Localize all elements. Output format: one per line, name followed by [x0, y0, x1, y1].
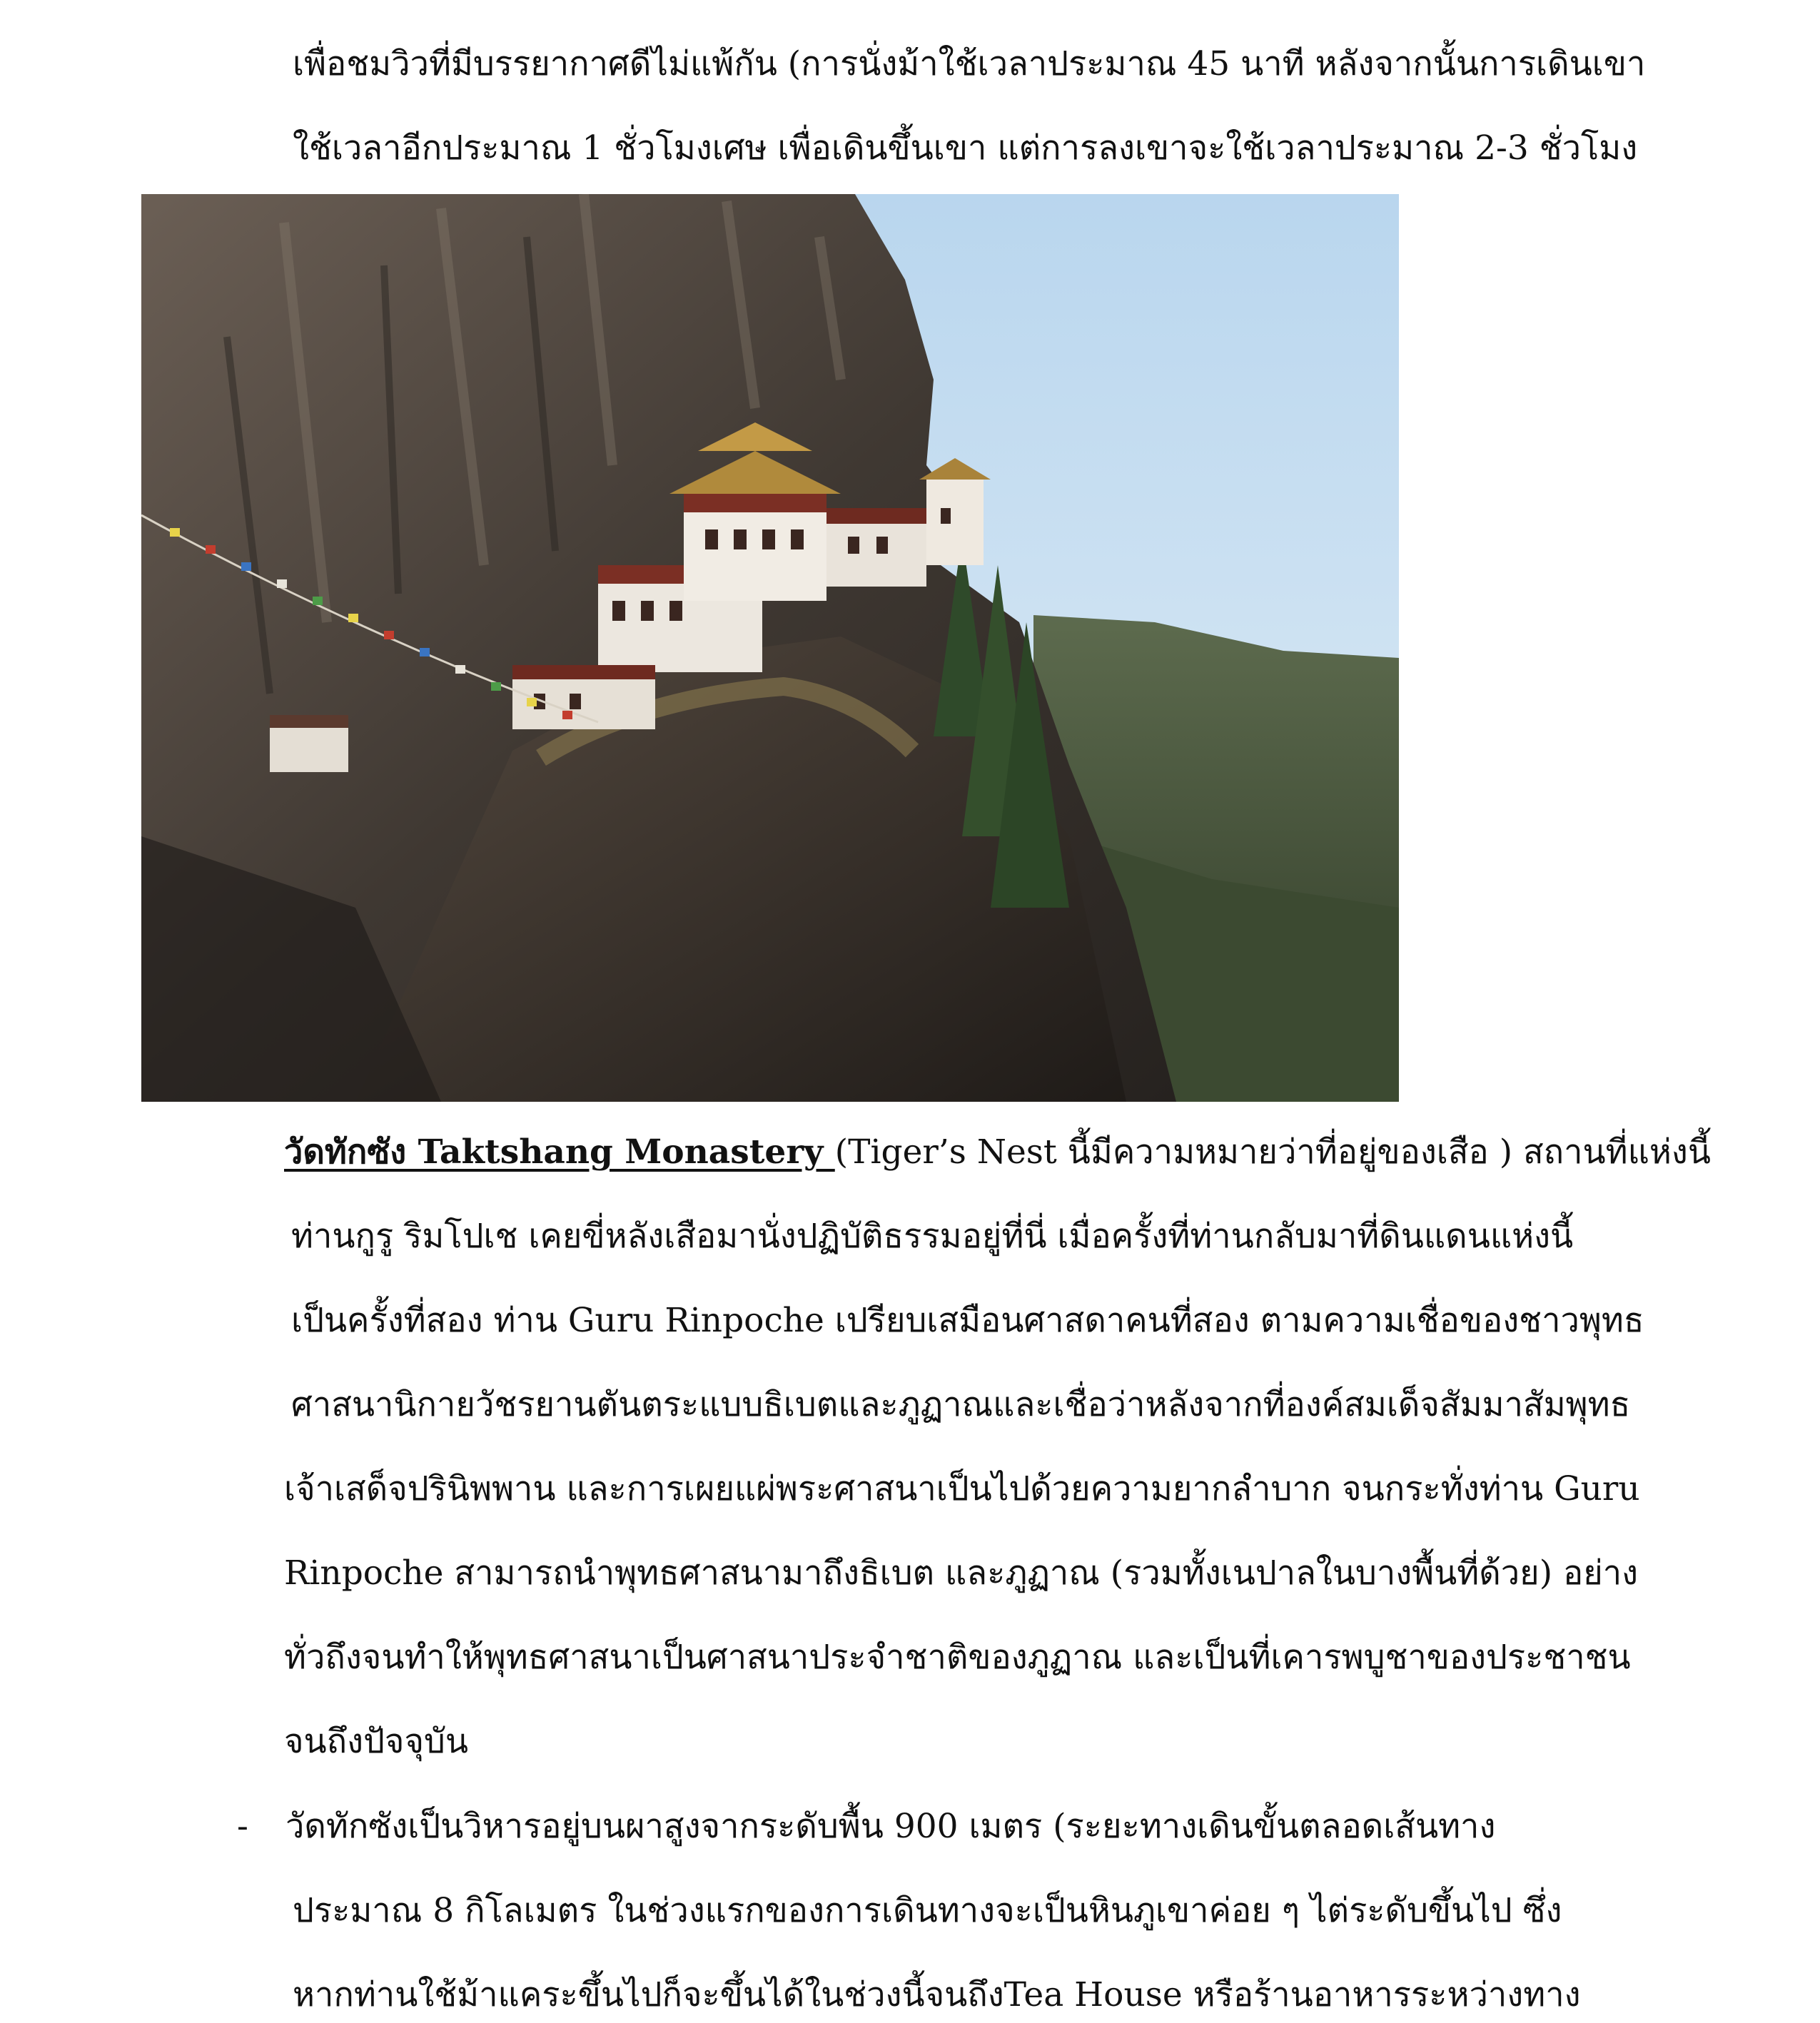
paragraph-line-4: ศาสนานิกายวัชรยานตันตระแบบธิเบตและภูฏาณและเชื่อว่าหลังจากที่องค์สมเด็จสัมมาสัมพุทธ	[291, 1385, 1631, 1424]
paragraph-line-8: จนถึงปัจจุบัน	[284, 1722, 468, 1761]
intro-line-2: ใช้เวลาอีกประมาณ 1 ชั่วโมงเศษ เพื่อเดินขึ้นเขา แต่การลงเขาจะใช้เวลาประมาณ 2-3 ชั่วโมง	[293, 128, 1638, 168]
paragraph-line-6: Rinpoche สามารถนำพุทธศาสนามาถึงธิเบต และภูฏาณ (รวมทั้งเนปาลในบางพื้นที่ด้วย) อย่าง	[284, 1553, 1639, 1593]
paragraph-line-2: ท่านกูรู ริมโปเช เคยขี่หลังเสือมานั่งปฏิบัติธรรมอยู่ที่นี่ เมื่อครั้งที่ท่านกลับมาที่ดินแดนแห่งนี้	[291, 1217, 1574, 1256]
paragraph-line-5: เจ้าเสด็จปรินิพพาน และการเผยแผ่พระศาสนาเป็นไปด้วยความยากลำบาก จนกระทั่งท่าน Guru	[284, 1469, 1640, 1509]
bullet-marker: -	[237, 1807, 248, 1846]
bullet-line-3: หากท่านใช้ม้าแคระขึ้นไปก็จะขึ้นได้ในช่วงนี้จนถึงTea House หรือร้านอาหารระหว่างทาง	[293, 1975, 1581, 2014]
bullet-line-2: ประมาณ 8 กิโลเมตร ในช่วงแรกของการเดินทางจะเป็นหินภูเขาค่อย ๆ ไต่ระดับขึ้นไป ซึ่ง	[293, 1891, 1562, 1930]
paragraph-line-1-text: (Tiger’s Nest นี้มีความหมายว่าที่อยู่ของเสือ ) สถานที่แห่งนี้	[834, 1132, 1711, 1172]
monastery-heading: วัดทักซัง Taktshang Monastery	[284, 1132, 835, 1172]
paragraph-line-3: เป็นครั้งที่สอง ท่าน Guru Rinpoche เปรียบเสมือนศาสดาคนที่สอง ตามความเชื่อของชาวพุทธ	[291, 1301, 1644, 1340]
intro-line-1: เพื่อชมวิวที่มีบรรยากาศดีไม่แพ้กัน (การนั่งม้าใช้เวลาประมาณ 45 นาที หลังจากนั้นการเดินเขา	[293, 44, 1646, 83]
monastery-photo	[141, 194, 1399, 1102]
paragraph-line-7: ทั่วถึงจนทำให้พุทธศาสนาเป็นศาสนาประจำชาติของภูฏาณ และเป็นที่เคารพบูชาของประชาชน	[284, 1638, 1631, 1677]
paragraph-line-1	[284, 1131, 1711, 1174]
bullet-line-1: วัดทักซังเป็นวิหารอยู่บนผาสูงจากระดับพื้น 900 เมตร (ระยะทางเดินขั้นตลอดเส้นทาง	[285, 1807, 1496, 1846]
